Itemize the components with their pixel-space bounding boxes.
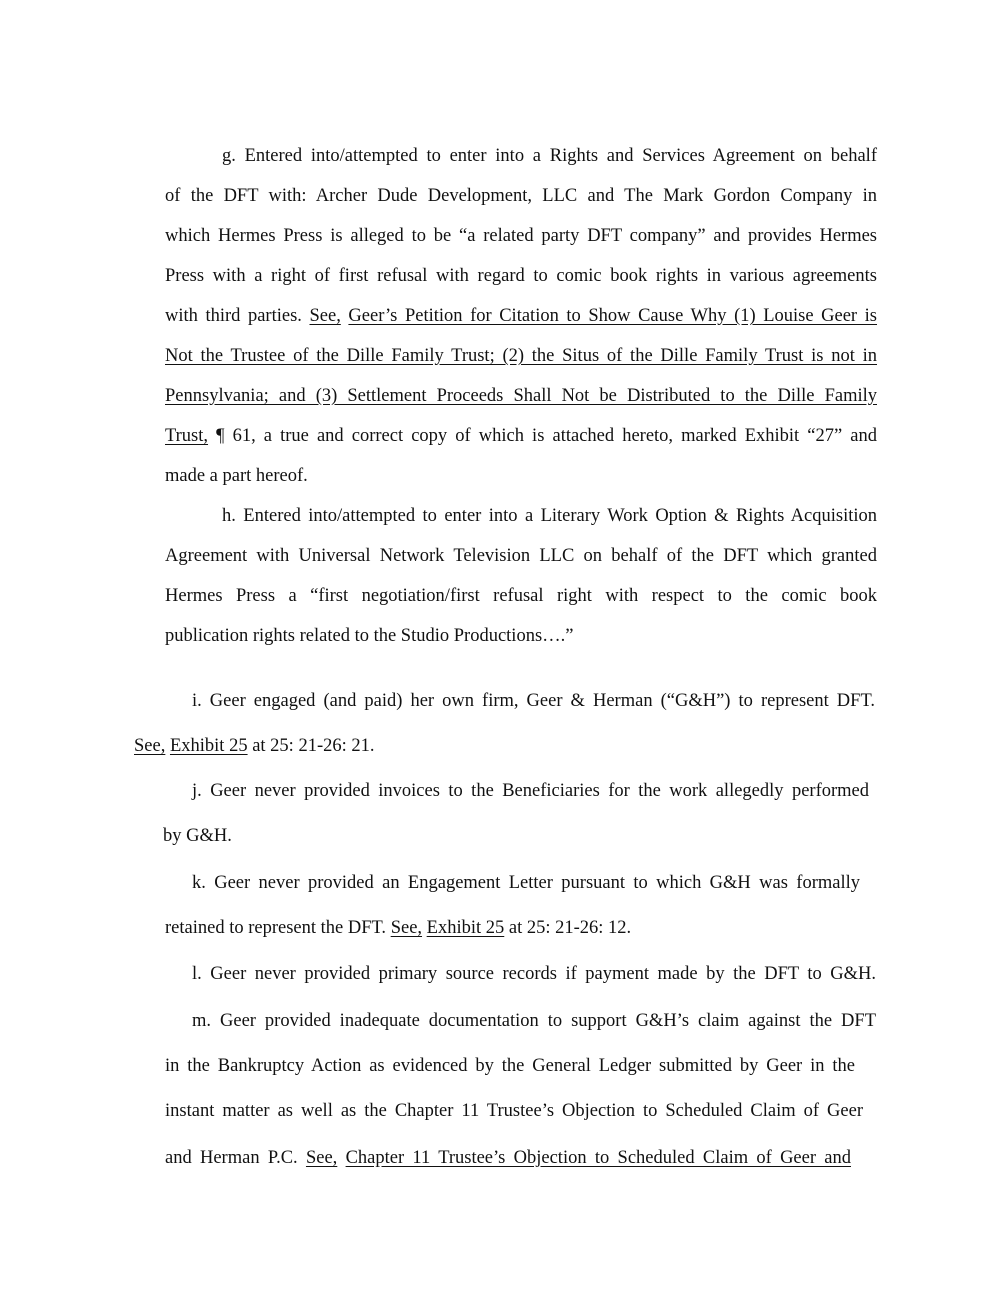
text: retained to represent the DFT. xyxy=(165,918,391,938)
paragraph-line: m. Geer provided inadequate documentation to support G&H’s claim against the DFT xyxy=(192,1011,876,1031)
paragraph-line: of the DFT with: Archer Dude Development, LLC and The Mark Gordon Company in xyxy=(165,186,877,206)
paragraph-line xyxy=(165,305,877,327)
paragraph-line: Press with a right of first refusal with regard to comic book rights in various agreements xyxy=(165,266,877,286)
see-signal: See, xyxy=(134,736,166,756)
citation-link[interactable]: Pennsylvania; and (3) Settlement Proceeds Shall Not be Distributed to the Dille Family xyxy=(165,386,877,406)
see-signal: See, xyxy=(309,306,341,326)
see-signal: See, xyxy=(390,918,423,938)
paragraph-line xyxy=(134,735,375,757)
paragraph-line xyxy=(165,1147,851,1169)
paragraph-line: instant matter as well as the Chapter 11 Trustee’s Objection to Scheduled Claim of Geer xyxy=(165,1101,863,1121)
text: at 25: 21-26: 12. xyxy=(504,918,632,938)
paragraph-line: in the Bankruptcy Action as evidenced by the General Ledger submitted by Geer in the xyxy=(165,1056,855,1076)
paragraph-line: by G&H. xyxy=(163,826,232,846)
paragraph-line: g. Entered into/attempted to enter into a Rights and Services Agreement on behalf xyxy=(222,146,877,166)
paragraph-line xyxy=(165,425,877,447)
text: at 25: 21-26: 21. xyxy=(247,736,375,756)
text: with third parties. xyxy=(165,306,310,326)
paragraph-line: h. Entered into/attempted to enter into a Literary Work Option & Rights Acquisition xyxy=(222,506,877,526)
exhibit-link[interactable]: Exhibit 25 xyxy=(169,736,248,756)
text: and Herman P.C. xyxy=(165,1148,306,1168)
paragraph-line: Hermes Press a “first negotiation/first refusal right with respect to the comic book xyxy=(165,586,877,606)
citation-link[interactable]: Chapter 11 Trustee’s Objection to Scheduled Claim of Geer and xyxy=(345,1148,851,1168)
paragraph-line: i. Geer engaged (and paid) her own firm, Geer & Herman (“G&H”) to represent DFT. xyxy=(192,691,875,711)
paragraph-line: which Hermes Press is alleged to be “a related party DFT company” and provides Hermes xyxy=(165,226,877,246)
paragraph-line: l. Geer never provided primary source records if payment made by the DFT to G&H. xyxy=(192,964,876,984)
paragraph-line xyxy=(165,917,631,939)
see-signal: See, xyxy=(305,1148,338,1168)
exhibit-link[interactable]: Exhibit 25 xyxy=(426,918,505,938)
citation-link[interactable]: Not the Trustee of the Dille Family Trust; (2) the Situs of the Dille Family Trust is not in xyxy=(165,346,877,366)
paragraph-line: j. Geer never provided invoices to the Beneficiaries for the work allegedly performed xyxy=(192,781,869,801)
paragraph-line: made a part hereof. xyxy=(165,466,308,486)
paragraph-line: k. Geer never provided an Engagement Letter pursuant to which G&H was formally xyxy=(192,873,860,893)
paragraph-line: publication rights related to the Studio Productions….” xyxy=(165,626,574,646)
paragraph-line: Agreement with Universal Network Television LLC on behalf of the DFT which granted xyxy=(165,546,877,566)
citation-link[interactable]: Geer’s Petition for Citation to Show Cause Why (1) Louise Geer is xyxy=(348,306,877,326)
text: ¶ 61, a true and correct copy of which is attached hereto, marked Exhibit “27” and xyxy=(208,426,877,446)
citation-link[interactable]: Trust, xyxy=(165,426,209,446)
